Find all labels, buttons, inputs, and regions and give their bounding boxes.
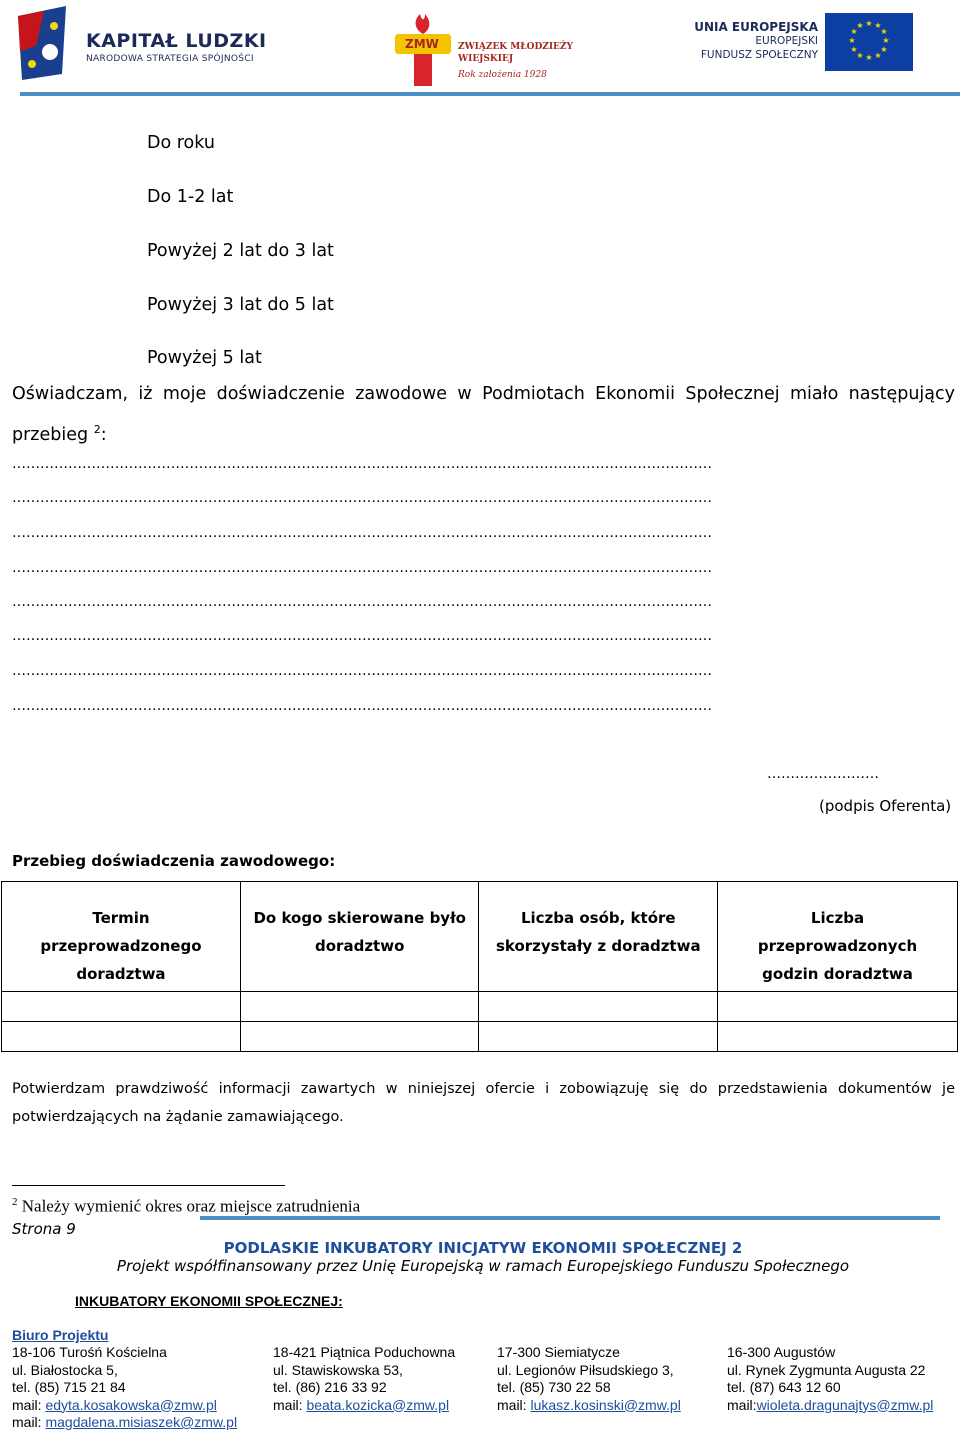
option-2-3-lat: Powyżej 2 lat do 3 lat bbox=[147, 241, 334, 261]
table-cell[interactable] bbox=[479, 992, 718, 1022]
option-3-5-lat: Powyżej 3 lat do 5 lat bbox=[147, 295, 334, 315]
confirmation-text: Potwierdzam prawdziwość informacji zawartych w niniejszej ofercie i zobowiązuję się do przedstawienia dokumentów je potwierdzających na żądanie zamawiającego. bbox=[12, 1081, 955, 1125]
column-header-do-kogo: Do kogo skierowane było doradztwo bbox=[240, 882, 479, 992]
svg-text:★: ★ bbox=[874, 51, 882, 60]
column-header-termin: Termin przeprowadzonego doradztwa bbox=[2, 882, 241, 992]
table-cell[interactable] bbox=[718, 1022, 958, 1052]
footer-divider bbox=[200, 1216, 940, 1220]
svg-text:★: ★ bbox=[850, 45, 858, 54]
kapital-ludzki-logo-icon bbox=[14, 6, 68, 80]
office-tel: tel. (85) 715 21 84 bbox=[12, 1379, 126, 1395]
svg-text:★: ★ bbox=[856, 21, 864, 30]
inkubatory-heading: INKUBATORY EKONOMII SPOŁECZNEJ: bbox=[75, 1293, 343, 1309]
office-street: ul. Białostocka 5, bbox=[12, 1361, 118, 1378]
eu-text-block bbox=[690, 20, 818, 62]
office-mail-link[interactable]: wioleta.dragunajtys@zmw.pl bbox=[756, 1396, 934, 1413]
office-tel: tel. (86) 216 33 92 bbox=[273, 1379, 387, 1395]
eu-flag-icon bbox=[825, 13, 913, 71]
footnote-rule bbox=[12, 1185, 285, 1186]
statement-text: Oświadczam, iż moje doświadczenie zawodowe w Podmiotach Ekonomii Społecznej miało następujący przebieg bbox=[12, 384, 955, 445]
option-do-roku: Do roku bbox=[147, 133, 215, 153]
svg-text:★: ★ bbox=[850, 27, 858, 36]
office-mail-label: mail: bbox=[727, 1396, 757, 1413]
office-tel: tel. (85) 730 22 58 bbox=[497, 1379, 611, 1395]
header-divider bbox=[20, 92, 960, 96]
column-header-liczba-osob: Liczba osób, które skorzystały z doradztwa bbox=[479, 882, 718, 992]
kapital-ludzki-subtitle: NARODOWA STRATEGIA SPÓJNOŚCI bbox=[86, 54, 254, 64]
svg-text:★: ★ bbox=[882, 36, 890, 45]
office-mail-link[interactable]: lukasz.kosinski@zmw.pl bbox=[530, 1396, 681, 1413]
dotted-line: …………………………………………………………………………………………………………………………………… bbox=[12, 663, 712, 679]
signature-dots: …………………… bbox=[767, 766, 879, 782]
office-tel: tel. (87) 643 12 60 bbox=[727, 1379, 841, 1395]
biuro-heading: Biuro Projektu bbox=[12, 1327, 109, 1343]
dotted-line: …………………………………………………………………………………………………………………………………… bbox=[12, 525, 712, 541]
zmw-name-line2: WIEJSKIEJ bbox=[458, 54, 514, 64]
column-header-liczba-godzin: Liczba przeprowadzonych godzin doradztwa bbox=[718, 882, 958, 992]
signature-label: (podpis Oferenta) bbox=[819, 797, 952, 815]
office-street: ul. Stawiskowska 53, bbox=[273, 1361, 403, 1378]
ue-line3: FUNDUSZ SPOŁECZNY bbox=[700, 49, 818, 61]
page-number: Strona 9 bbox=[12, 1220, 76, 1238]
project-title: PODLASKIE INKUBATORY INICJATYW EKONOMII SPOŁECZNEJ 2 bbox=[223, 1239, 743, 1257]
project-subtitle: Projekt współfinansowany przez Unię Europejską w ramach Europejskiego Funduszu Społecznego bbox=[116, 1257, 850, 1275]
office-city: 18-421 Piątnica Poduchowna bbox=[273, 1344, 456, 1360]
office-mail-label: mail: bbox=[497, 1396, 531, 1413]
office-mail-label: mail: bbox=[12, 1396, 46, 1413]
office-turosn bbox=[12, 1344, 237, 1432]
office-mail-link[interactable]: beata.kozicka@zmw.pl bbox=[306, 1396, 450, 1413]
office-street: ul. Legionów Piłsudskiego 3, bbox=[497, 1361, 674, 1378]
table-header-row bbox=[2, 882, 958, 992]
table-cell[interactable] bbox=[2, 1022, 241, 1052]
office-mail-label: mail: bbox=[273, 1396, 307, 1413]
footnote bbox=[12, 1196, 360, 1217]
office-city: 18-106 Turośń Kościelna bbox=[12, 1344, 167, 1360]
dotted-line: …………………………………………………………………………………………………………………………………… bbox=[12, 490, 712, 506]
footnote-text: Należy wymienić okres oraz miejsce zatrudnienia bbox=[21, 1196, 361, 1216]
svg-text:★: ★ bbox=[874, 21, 882, 30]
svg-text:★: ★ bbox=[848, 36, 856, 45]
table-row bbox=[2, 992, 958, 1022]
office-mail-link[interactable]: magdalena.misiaszek@zmw.pl bbox=[45, 1414, 238, 1430]
office-city: 17-300 Siemiatycze bbox=[497, 1344, 620, 1360]
svg-text:★: ★ bbox=[856, 51, 864, 60]
zmw-emblem-text: ZMW bbox=[405, 37, 439, 51]
ue-line1: UNIA EUROPEJSKA bbox=[694, 20, 818, 34]
dotted-line: …………………………………………………………………………………………………………………………………… bbox=[12, 698, 712, 714]
table-cell[interactable] bbox=[479, 1022, 718, 1052]
office-augustow bbox=[727, 1344, 933, 1414]
dotted-line: …………………………………………………………………………………………………………………………………… bbox=[12, 560, 712, 576]
svg-text:★: ★ bbox=[880, 45, 888, 54]
zmw-name-line1: ZWIĄZEK MŁODZIEŻY bbox=[458, 42, 573, 52]
svg-text:★: ★ bbox=[865, 19, 873, 28]
table-cell[interactable] bbox=[2, 992, 241, 1022]
option-1-2-lat: Do 1-2 lat bbox=[147, 187, 234, 207]
footnote-number: 2 bbox=[12, 1196, 18, 1208]
experience-statement bbox=[12, 376, 955, 453]
table-row bbox=[2, 1022, 958, 1052]
table-cell[interactable] bbox=[240, 992, 479, 1022]
dotted-line: …………………………………………………………………………………………………………………………………… bbox=[12, 628, 712, 644]
statement-suffix: : bbox=[100, 424, 107, 445]
dotted-line: …………………………………………………………………………………………………………………………………… bbox=[12, 456, 712, 472]
zmw-founded: Rok założenia 1928 bbox=[458, 70, 547, 80]
experience-section-title: Przebieg doświadczenia zawodowego: bbox=[12, 852, 336, 870]
office-piatnica bbox=[273, 1344, 455, 1414]
option-powyzej-5-lat: Powyżej 5 lat bbox=[147, 348, 262, 368]
statement-footnote-ref: 2 bbox=[93, 423, 101, 436]
office-mail-label: mail: bbox=[12, 1414, 46, 1430]
office-street: ul. Rynek Zygmunta Augusta 22 bbox=[727, 1361, 926, 1378]
svg-text:★: ★ bbox=[880, 27, 888, 36]
ue-line2: EUROPEJSKI bbox=[755, 35, 818, 47]
table-cell[interactable] bbox=[718, 992, 958, 1022]
office-siemiatycze bbox=[497, 1344, 681, 1414]
dotted-line: …………………………………………………………………………………………………………………………………… bbox=[12, 594, 712, 610]
svg-text:★: ★ bbox=[865, 53, 873, 62]
experience-table bbox=[1, 881, 958, 1052]
table-cell[interactable] bbox=[240, 1022, 479, 1052]
office-city: 16-300 Augustów bbox=[727, 1344, 836, 1360]
office-mail-link[interactable]: edyta.kosakowska@zmw.pl bbox=[45, 1396, 217, 1413]
kapital-ludzki-title: KAPITAŁ LUDZKI bbox=[86, 30, 267, 52]
